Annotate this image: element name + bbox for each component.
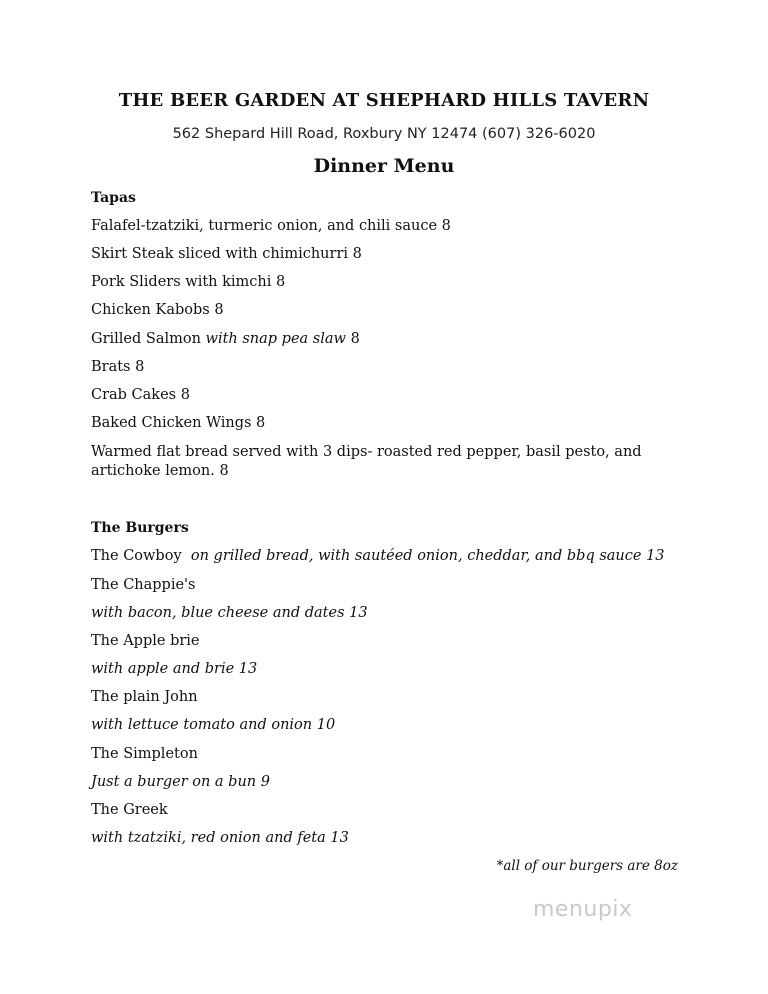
tapas-item: Crab Cakes 8 [91, 387, 190, 403]
menu-title: Dinner Menu [313, 155, 455, 177]
burger-size-note: *all of our burgers are 8oz [496, 858, 678, 874]
tapas-item: Baked Chicken Wings 8 [91, 415, 266, 431]
item-description: on grilled bread, with sautéed onion, cheddar, and bbq sauce 13 [190, 548, 665, 564]
watermark-logo: menupix [533, 897, 633, 922]
burger-name: The Chappie's [91, 577, 196, 593]
restaurant-name: THE BEER GARDEN AT SHEPHARD HILLS TAVERN [118, 90, 650, 111]
burgers-heading: The Burgers [91, 520, 189, 536]
item-name: The Cowboy [91, 548, 182, 564]
burger-name: The Simpleton [91, 746, 198, 762]
tapas-item [91, 331, 360, 347]
burger-name: The Greek [91, 802, 168, 818]
burger-description: Just a burger on a bun 9 [91, 774, 270, 790]
tapas-item: Chicken Kabobs 8 [91, 302, 224, 318]
restaurant-address: 562 Shepard Hill Road, Roxbury NY 12474 (607) 326-6020 [172, 126, 596, 142]
tapas-item-line: artichoke lemon. 8 [91, 463, 229, 479]
burger-item [91, 548, 665, 564]
tapas-item: Brats 8 [91, 359, 145, 375]
burger-description: with apple and brie 13 [91, 661, 258, 677]
burger-name: The Apple brie [91, 633, 200, 649]
item-name: Grilled Salmon [91, 331, 201, 347]
burger-description: with lettuce tomato and onion 10 [91, 717, 336, 733]
burger-description: with tzatziki, red onion and feta 13 [91, 830, 349, 846]
burger-name: The plain John [91, 689, 198, 705]
burger-description: with bacon, blue cheese and dates 13 [91, 605, 368, 621]
tapas-item: Skirt Steak sliced with chimichurri 8 [91, 246, 362, 262]
tapas-item-line: Warmed flat bread served with 3 dips- roasted red pepper, basil pesto, and [91, 444, 642, 460]
tapas-heading: Tapas [91, 190, 136, 206]
item-price: 8 [350, 331, 360, 347]
tapas-item: Pork Sliders with kimchi 8 [91, 274, 286, 290]
tapas-item: Falafel-tzatziki, turmeric onion, and chili sauce 8 [91, 218, 451, 234]
item-description: with snap pea slaw [205, 331, 346, 347]
